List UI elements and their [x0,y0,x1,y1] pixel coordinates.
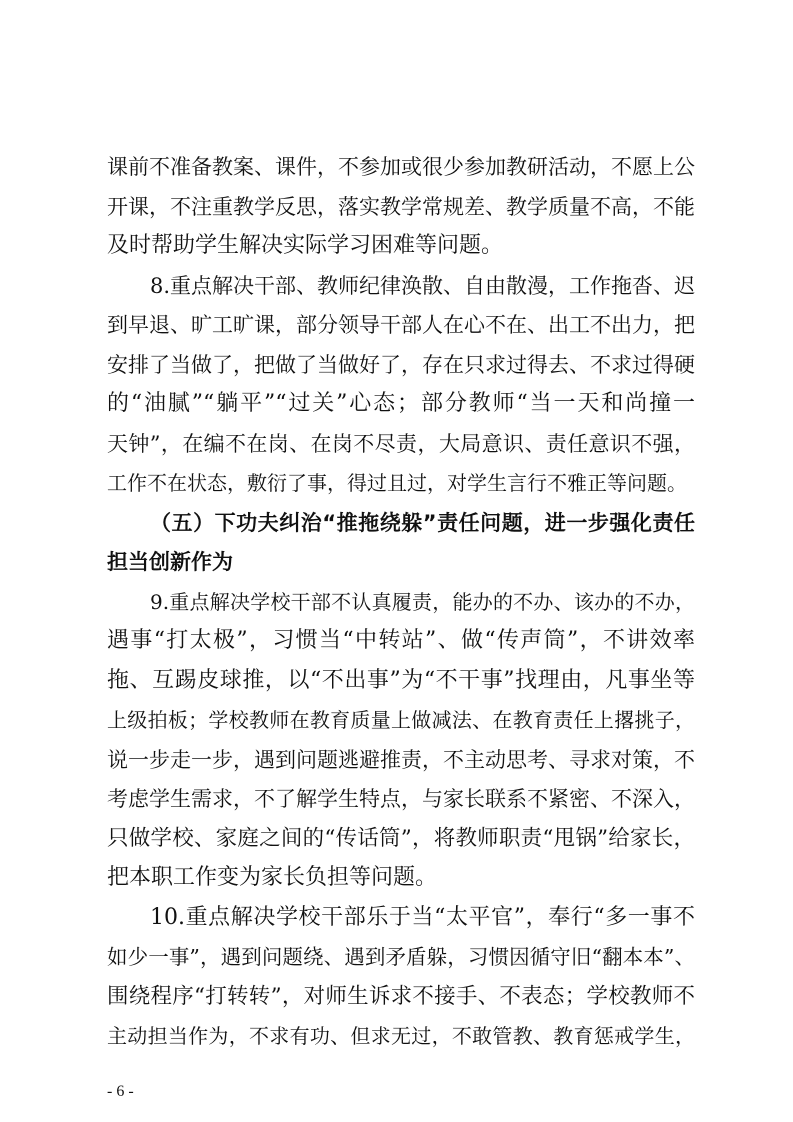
page-number: - 6 - [107,1083,134,1100]
text-line: 只做学校、家庭之间的“传话筒”，将教师职责“甩锅”给家长， [107,825,695,851]
text-line: 把本职工作变为家长负担等问题。 [107,865,438,890]
text-line: 开课，不注重教学反思，落实教学常规差、教学质量不高，不能 [107,194,695,219]
text-line: 课前不准备教案、课件，不参加或很少参加教研活动，不愿上公 [107,155,695,179]
text-line: 上级拍板；学校教师在教育质量上做减法、在教育责任上撂挑子， [107,708,695,732]
section-heading-line: 担当创新作为 [107,550,233,574]
text-line: 考虑学生需求，不了解学生特点，与家长联系不紧密、不深入， [107,787,695,811]
text-line: 8.重点解决干部、教师纪律涣散、自由散漫，工作拖沓、迟 [150,273,695,298]
text-line: 拖、互踢皮球推，以“不出事”为“不干事”找理由，凡事坐等 [107,667,695,693]
text-line: 主动担当作为，不求有功、但求无过，不敢管教、教育惩戒学生， [107,1024,695,1048]
text-line: 安排了当做了，把做了当做好了，存在只求过得去、不求过得硬 [107,352,695,377]
section-heading-line: （五）下功夫纠治“推拖绕躲”责任问题，进一步强化责任 [150,510,695,535]
text-line: 的“油腻”“躺平”“过关”心态；部分教师“当一天和尚撞一 [107,391,695,416]
text-line: 9.重点解决学校干部不认真履责，能办的不办、该办的不办， [150,589,695,614]
text-line: 遇事“打太极”，习惯当“中转站”、做“传声筒”，不讲效率 [107,628,695,653]
text-line: 如少一事”，遇到问题绕、遇到矛盾躲，习惯因循守旧“翻本本”、 [107,945,695,969]
text-line: 围绕程序“打转转”，对师生诉求不接手、不表态；学校教师不 [107,983,695,1009]
text-line: 工作不在状态，敷衍了事，得过且过，对学生言行不雅正等问题。 [107,471,687,495]
text-line: 及时帮助学生解决实际学习困难等问题。 [107,233,504,258]
text-line: 说一步走一步，遇到问题逃避推责，不主动思考、寻求对策，不 [107,747,695,772]
text-line: 10.重点解决学校干部乐于当“太平官”，奉行“多一事不 [150,904,695,930]
text-line: 天钟”，在编不在岗、在岗不尽责，大局意识、责任意识不强， [107,431,695,456]
text-line: 到早退、旷工旷课，部分领导干部人在心不在、出工不出力，把 [107,313,695,337]
